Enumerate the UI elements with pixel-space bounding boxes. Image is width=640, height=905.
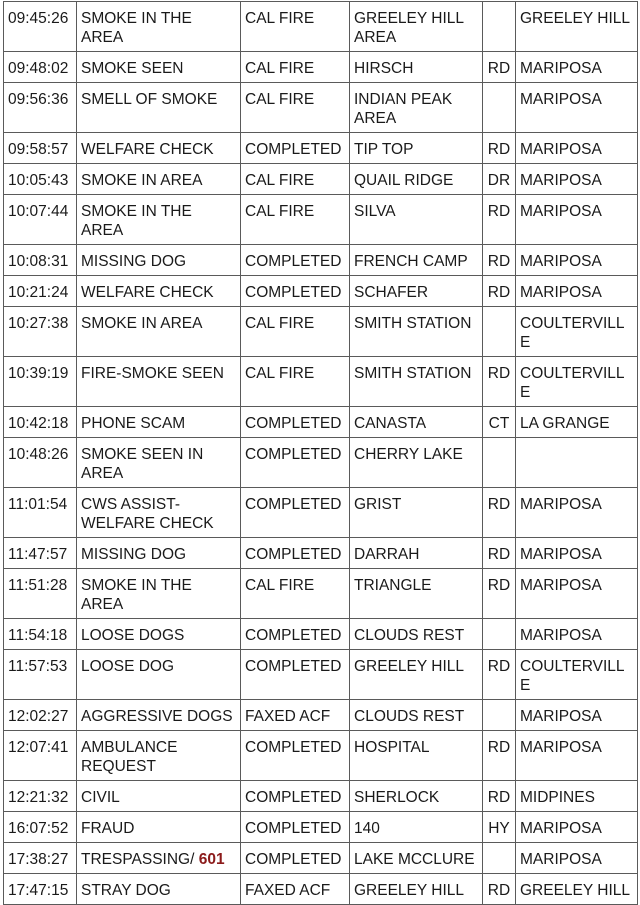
table-row — [4, 2, 638, 52]
call-type: SMOKE IN THE AREA — [77, 2, 241, 52]
call-disposition: CAL FIRE — [241, 195, 350, 245]
street-suffix — [483, 619, 516, 650]
call-disposition: COMPLETED — [241, 245, 350, 276]
call-time: 11:47:57 — [4, 538, 77, 569]
call-type-code: 601 — [198, 851, 225, 868]
call-location: CANASTA — [350, 407, 483, 438]
call-city: MARIPOSA — [516, 245, 638, 276]
call-type: SMOKE IN THE AREA — [77, 195, 241, 245]
call-city: MARIPOSA — [516, 164, 638, 195]
call-type: FRAUD — [77, 812, 241, 843]
call-city: MARIPOSA — [516, 133, 638, 164]
street-suffix — [483, 83, 516, 133]
call-city: MARIPOSA — [516, 700, 638, 731]
call-time: 09:58:57 — [4, 133, 77, 164]
street-suffix: DR — [483, 164, 516, 195]
call-time: 09:56:36 — [4, 83, 77, 133]
call-disposition: COMPLETED — [241, 731, 350, 781]
table-row — [4, 407, 638, 438]
table-row — [4, 245, 638, 276]
call-time: 09:45:26 — [4, 2, 77, 52]
call-city: COULTERVILLE — [516, 307, 638, 357]
call-time: 09:48:02 — [4, 52, 77, 83]
call-location: TIP TOP — [350, 133, 483, 164]
call-city: MARIPOSA — [516, 843, 638, 874]
call-city: MARIPOSA — [516, 52, 638, 83]
call-disposition: CAL FIRE — [241, 52, 350, 83]
call-log-table — [3, 1, 638, 905]
street-suffix: RD — [483, 276, 516, 307]
call-city: LA GRANGE — [516, 407, 638, 438]
call-location: SMITH STATION — [350, 357, 483, 407]
call-time: 10:21:24 — [4, 276, 77, 307]
call-city: MARIPOSA — [516, 195, 638, 245]
street-suffix: RD — [483, 874, 516, 905]
street-suffix — [483, 2, 516, 52]
call-city: MARIPOSA — [516, 488, 638, 538]
table-row — [4, 812, 638, 843]
table-row — [4, 619, 638, 650]
call-time: 17:47:15 — [4, 874, 77, 905]
call-location: SHERLOCK — [350, 781, 483, 812]
call-disposition: FAXED ACF — [241, 874, 350, 905]
call-time: 10:27:38 — [4, 307, 77, 357]
table-row — [4, 538, 638, 569]
table-row — [4, 195, 638, 245]
call-type: PHONE SCAM — [77, 407, 241, 438]
call-time: 17:38:27 — [4, 843, 77, 874]
table-row — [4, 650, 638, 700]
street-suffix: HY — [483, 812, 516, 843]
table-row — [4, 843, 638, 874]
call-time: 10:05:43 — [4, 164, 77, 195]
call-location: SMITH STATION — [350, 307, 483, 357]
call-city: MARIPOSA — [516, 538, 638, 569]
call-time: 10:08:31 — [4, 245, 77, 276]
call-location: CLOUDS REST — [350, 700, 483, 731]
call-location: DARRAH — [350, 538, 483, 569]
call-time: 10:48:26 — [4, 438, 77, 488]
street-suffix: RD — [483, 195, 516, 245]
street-suffix: RD — [483, 133, 516, 164]
call-disposition: CAL FIRE — [241, 569, 350, 619]
call-disposition: COMPLETED — [241, 276, 350, 307]
call-location: INDIAN PEAK AREA — [350, 83, 483, 133]
call-type-text: TRESPASSING/ — [81, 851, 195, 868]
call-disposition: CAL FIRE — [241, 164, 350, 195]
call-type: MISSING DOG — [77, 245, 241, 276]
call-city: GREELEY HILL — [516, 874, 638, 905]
call-city: MARIPOSA — [516, 731, 638, 781]
call-location: FRENCH CAMP — [350, 245, 483, 276]
call-location: GREELEY HILL — [350, 650, 483, 700]
table-row — [4, 731, 638, 781]
call-location: CHERRY LAKE — [350, 438, 483, 488]
call-type: CIVIL — [77, 781, 241, 812]
call-city: GREELEY HILL — [516, 2, 638, 52]
call-time: 10:07:44 — [4, 195, 77, 245]
call-disposition: FAXED ACF — [241, 700, 350, 731]
call-location: LAKE MCCLURE — [350, 843, 483, 874]
call-city: MARIPOSA — [516, 812, 638, 843]
call-city: COULTERVILLE — [516, 357, 638, 407]
call-time: 11:51:28 — [4, 569, 77, 619]
call-location: HOSPITAL — [350, 731, 483, 781]
table-row — [4, 488, 638, 538]
street-suffix: RD — [483, 650, 516, 700]
street-suffix: RD — [483, 538, 516, 569]
call-location: SCHAFER — [350, 276, 483, 307]
call-time: 11:54:18 — [4, 619, 77, 650]
table-row — [4, 700, 638, 731]
street-suffix: RD — [483, 245, 516, 276]
call-disposition: CAL FIRE — [241, 357, 350, 407]
call-disposition: COMPLETED — [241, 781, 350, 812]
street-suffix: RD — [483, 488, 516, 538]
call-type: STRAY DOG — [77, 874, 241, 905]
call-location: CLOUDS REST — [350, 619, 483, 650]
call-type: LOOSE DOGS — [77, 619, 241, 650]
call-disposition: CAL FIRE — [241, 2, 350, 52]
call-time: 10:39:19 — [4, 357, 77, 407]
street-suffix — [483, 843, 516, 874]
street-suffix — [483, 438, 516, 488]
call-disposition: COMPLETED — [241, 538, 350, 569]
call-type: SMOKE SEEN — [77, 52, 241, 83]
call-location: GRIST — [350, 488, 483, 538]
call-time: 10:42:18 — [4, 407, 77, 438]
call-disposition: CAL FIRE — [241, 307, 350, 357]
table-row — [4, 357, 638, 407]
street-suffix: RD — [483, 731, 516, 781]
call-type: LOOSE DOG — [77, 650, 241, 700]
street-suffix: RD — [483, 52, 516, 83]
call-type: AGGRESSIVE DOGS — [77, 700, 241, 731]
call-disposition: COMPLETED — [241, 650, 350, 700]
call-disposition: COMPLETED — [241, 619, 350, 650]
call-city: MIDPINES — [516, 781, 638, 812]
call-type: SMOKE SEEN IN AREA — [77, 438, 241, 488]
street-suffix — [483, 307, 516, 357]
call-type: SMELL OF SMOKE — [77, 83, 241, 133]
call-type: SMOKE IN THE AREA — [77, 569, 241, 619]
call-type: AMBULANCE REQUEST — [77, 731, 241, 781]
call-time: 12:21:32 — [4, 781, 77, 812]
call-city: MARIPOSA — [516, 276, 638, 307]
table-row — [4, 52, 638, 83]
call-city: MARIPOSA — [516, 619, 638, 650]
call-city: COULTERVILLE — [516, 650, 638, 700]
call-time: 11:01:54 — [4, 488, 77, 538]
street-suffix: CT — [483, 407, 516, 438]
call-disposition: COMPLETED — [241, 488, 350, 538]
call-time: 16:07:52 — [4, 812, 77, 843]
call-city — [516, 438, 638, 488]
table-row — [4, 438, 638, 488]
table-row — [4, 164, 638, 195]
call-disposition: COMPLETED — [241, 843, 350, 874]
call-location: GREELEY HILL AREA — [350, 2, 483, 52]
call-disposition: COMPLETED — [241, 812, 350, 843]
call-type: SMOKE IN AREA — [77, 164, 241, 195]
table-row — [4, 569, 638, 619]
call-log-body — [4, 2, 638, 905]
call-type: SMOKE IN AREA — [77, 307, 241, 357]
call-type: MISSING DOG — [77, 538, 241, 569]
call-disposition: CAL FIRE — [241, 83, 350, 133]
call-time: 12:02:27 — [4, 700, 77, 731]
call-type: FIRE-SMOKE SEEN — [77, 357, 241, 407]
table-row — [4, 276, 638, 307]
call-location: QUAIL RIDGE — [350, 164, 483, 195]
street-suffix: RD — [483, 569, 516, 619]
street-suffix: RD — [483, 781, 516, 812]
table-row — [4, 307, 638, 357]
table-row — [4, 83, 638, 133]
call-location: TRIANGLE — [350, 569, 483, 619]
call-disposition: COMPLETED — [241, 133, 350, 164]
call-type — [77, 843, 241, 874]
call-location: SILVA — [350, 195, 483, 245]
call-city: MARIPOSA — [516, 83, 638, 133]
street-suffix — [483, 700, 516, 731]
call-time: 11:57:53 — [4, 650, 77, 700]
street-suffix: RD — [483, 357, 516, 407]
table-row — [4, 874, 638, 905]
table-row — [4, 781, 638, 812]
call-disposition: COMPLETED — [241, 407, 350, 438]
call-type: CWS ASSIST-WELFARE CHECK — [77, 488, 241, 538]
table-row — [4, 133, 638, 164]
call-location: HIRSCH — [350, 52, 483, 83]
call-type: WELFARE CHECK — [77, 133, 241, 164]
call-location: 140 — [350, 812, 483, 843]
call-disposition: COMPLETED — [241, 438, 350, 488]
call-type: WELFARE CHECK — [77, 276, 241, 307]
call-location: GREELEY HILL — [350, 874, 483, 905]
call-time: 12:07:41 — [4, 731, 77, 781]
call-city: MARIPOSA — [516, 569, 638, 619]
